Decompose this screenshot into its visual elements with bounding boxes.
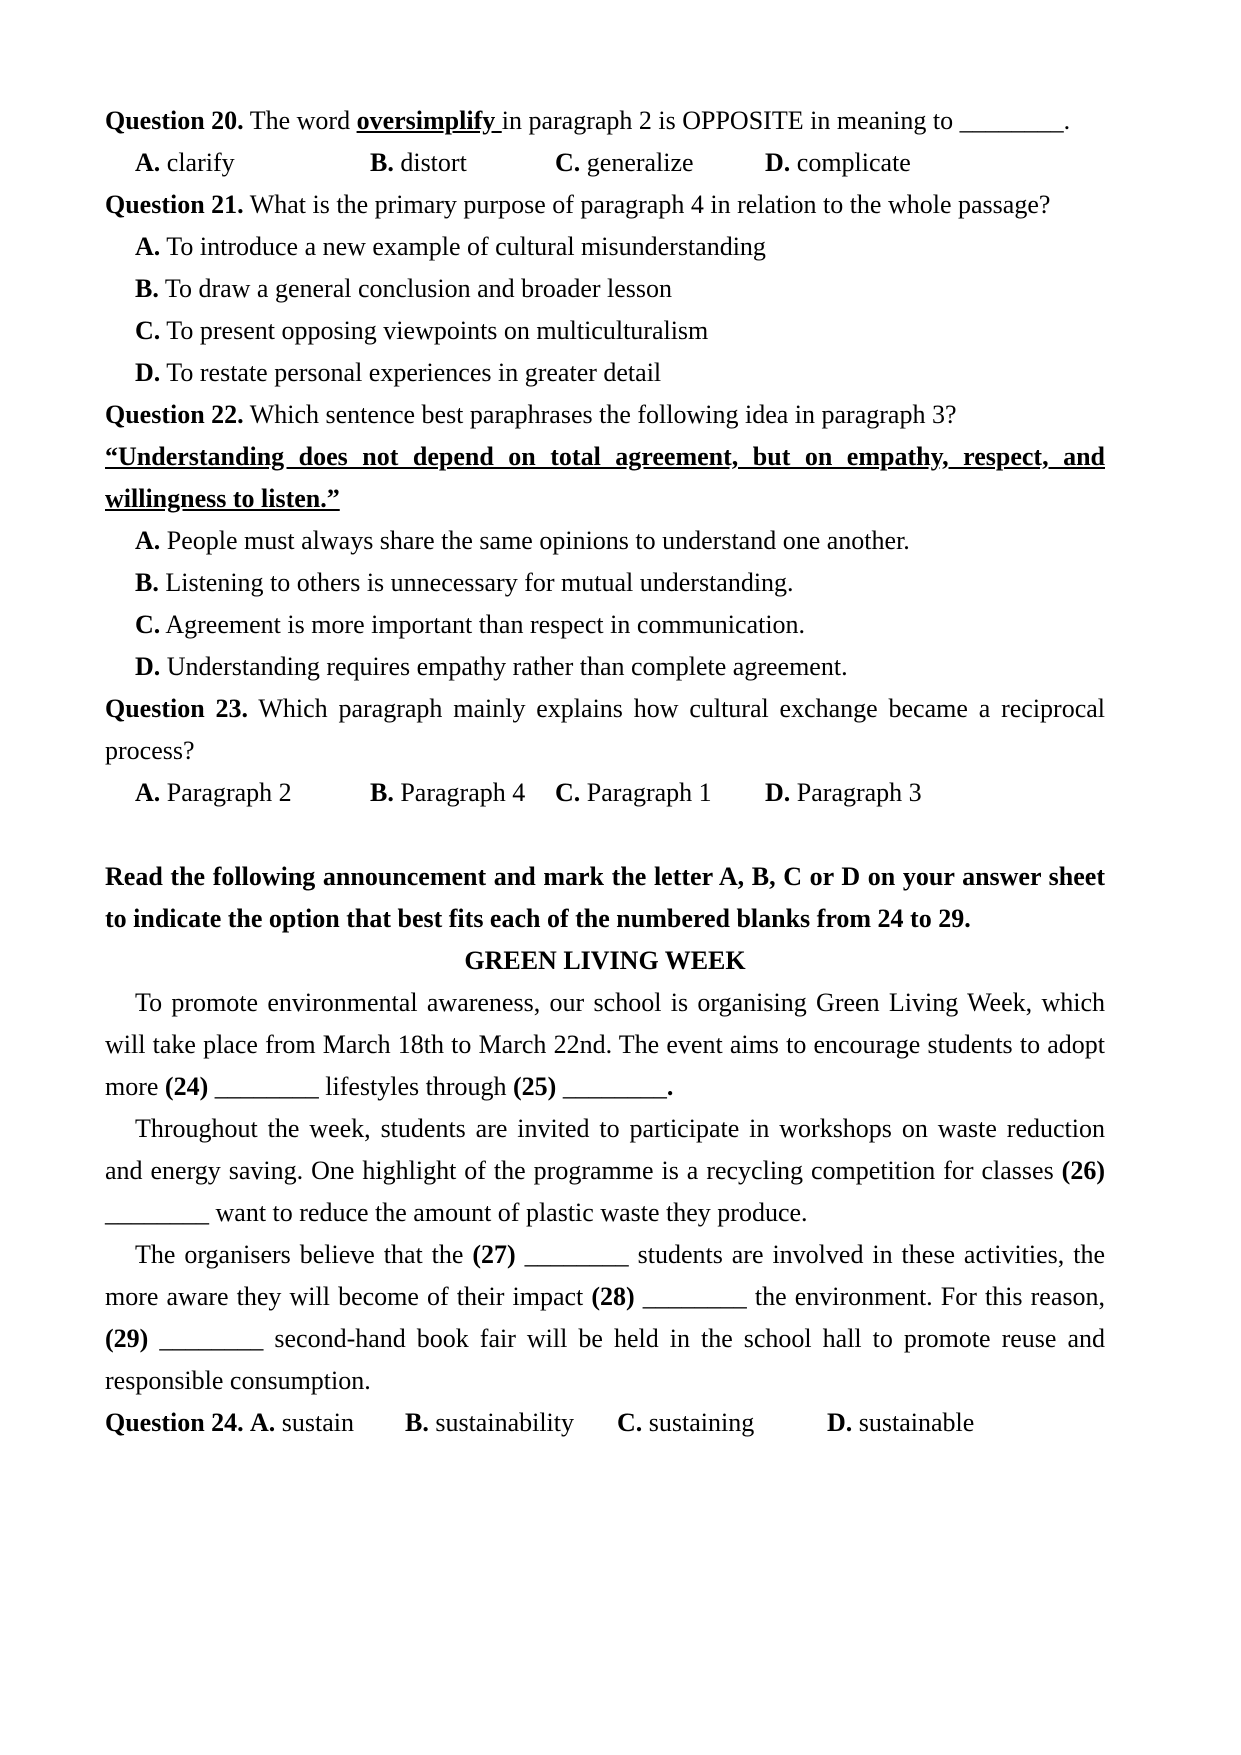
q20-option-b: B. distort — [370, 148, 467, 177]
q22-option-a: A. People must always share the same opinions to understand one another. — [135, 526, 910, 555]
q22-option-d: D. Understanding requires empathy rather than complete agreement. — [135, 652, 848, 681]
question-23-options — [105, 772, 1105, 814]
question-24-options — [105, 1402, 1105, 1444]
announcement-paragraph-2: Throughout the week, students are invited to participate in workshops on waste reduction and energy saving. One highlight of the programme is a recycling competition for classes (26) ________ want to reduce the amount of plastic waste they produce. — [105, 1114, 1105, 1227]
q24-option-c: C. sustaining — [617, 1408, 755, 1437]
question-22-quote: “Understanding does not depend on total agreement, but on empathy, respect, and willingness to listen.” — [105, 442, 1105, 513]
announcement-paragraph-3: The organisers believe that the (27) ________ students are involved in these activities, the more aware they will become of their impact (28) ________ the environment. For this reason, (29) ________ second-hand book fair will be held in the school hall to promote reuse and responsible consumption. — [105, 1240, 1105, 1395]
question-22-stem: Question 22. Which sentence best paraphrases the following idea in paragraph 3? — [105, 400, 957, 429]
q23-option-b: B. Paragraph 4 — [370, 778, 526, 807]
q21-option-a: A. To introduce a new example of cultural misunderstanding — [135, 232, 766, 261]
q23-option-a: A. Paragraph 2 — [135, 778, 292, 807]
q20-option-d: D. complicate — [765, 148, 911, 177]
q20-option-c: C. generalize — [555, 148, 694, 177]
announcement-paragraph-1: To promote environmental awareness, our school is organising Green Living Week, which will take place from March 18th to March 22nd. The event aims to encourage students to adopt more (24) ________ lifestyles through (25) ________. — [105, 988, 1105, 1101]
q21-option-b: B. To draw a general conclusion and broader lesson — [135, 274, 673, 303]
q22-option-c: C. Agreement is more important than respect in communication. — [135, 610, 806, 639]
section-instruction: Read the following announcement and mark the letter A, B, C or D on your answer sheet to indicate the option that best fits each of the numbered blanks from 24 to 29. — [105, 862, 1105, 933]
q21-option-c: C. To present opposing viewpoints on multiculturalism — [135, 316, 709, 345]
question-24-label: Question 24. — [105, 1408, 244, 1437]
announcement-title: GREEN LIVING WEEK — [464, 946, 746, 975]
q24-option-a: A. sustain — [250, 1408, 355, 1437]
q24-option-d: D. sustainable — [827, 1408, 975, 1437]
question-20-stem: Question 20. The word oversimplify in paragraph 2 is OPPOSITE in meaning to ________. — [105, 106, 1071, 135]
q21-option-d: D. To restate personal experiences in greater detail — [135, 358, 662, 387]
q20-option-a: A. clarify — [135, 148, 235, 177]
q23-option-c: C. Paragraph 1 — [555, 778, 712, 807]
question-23-stem: Question 23. Which paragraph mainly explains how cultural exchange became a reciprocal process? — [105, 694, 1106, 765]
q22-option-b: B. Listening to others is unnecessary for mutual understanding. — [135, 568, 794, 597]
question-20-options — [105, 142, 1105, 184]
q24-option-b: B. sustainability — [405, 1408, 575, 1437]
q23-option-d: D. Paragraph 3 — [765, 778, 922, 807]
question-21-stem: Question 21. What is the primary purpose of paragraph 4 in relation to the whole passage? — [105, 190, 1051, 219]
